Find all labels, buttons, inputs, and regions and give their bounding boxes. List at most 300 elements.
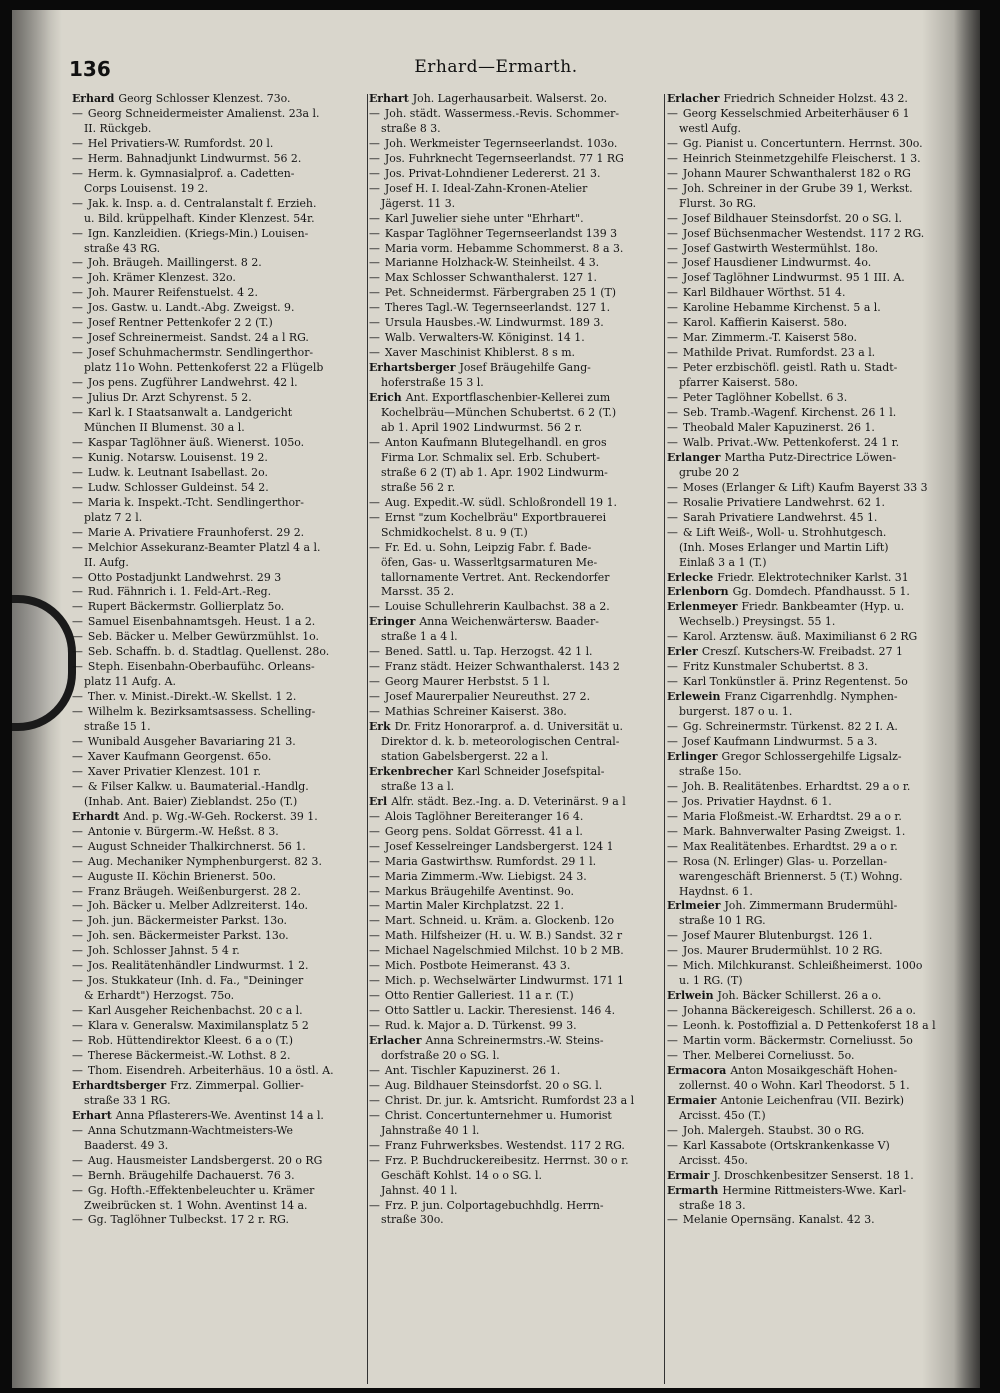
entry-line (72, 406, 366, 421)
entry-line (369, 914, 663, 929)
entry-text: Martin vorm. Bäckermstr. Corneliusst. 5o (682, 1034, 913, 1048)
entry-line (369, 316, 663, 331)
ditto-dash: — (72, 660, 83, 674)
entry-line (72, 271, 366, 286)
entry-line (667, 959, 961, 974)
surname-headword: Erlecke (667, 570, 714, 584)
entry-line (667, 795, 961, 810)
entry-text: Rosa (N. Erlinger) Glas- u. Porzellan- (682, 854, 887, 868)
entry-text: Karl Bildhauer Wörthst. 51 4. (682, 286, 846, 300)
entry-heading-line (72, 1079, 366, 1094)
entry-heading-line (667, 451, 961, 466)
surname-headword: Erlwein (667, 989, 714, 1003)
entry-continuation-line (72, 675, 366, 690)
entry-text: & Filser Kalkw. u. Baumaterial.-Handlg. (87, 779, 309, 793)
entry-text: Ign. Kanzleidien. (Kriegs-Min.) Louisen- (87, 226, 309, 240)
entry-text: Mich. Milchkuranst. Schleißheimerst. 100o (682, 959, 923, 973)
entry-line (667, 810, 961, 825)
entry-line (72, 1154, 366, 1169)
entry-line (667, 855, 961, 870)
entry-text: Karol. Arztensw. äuß. Maximilianst 6 2 RG (682, 630, 918, 644)
entry-text: Samuel Eisenbahnamtsgeh. Heust. 1 a 2. (87, 615, 316, 629)
entry-line (667, 630, 961, 645)
entry-line (72, 436, 366, 451)
entry-continuation-line (369, 750, 663, 765)
ditto-dash: — (369, 854, 380, 868)
ditto-dash: — (72, 600, 83, 614)
entry-line (667, 1213, 961, 1228)
ditto-dash: — (72, 854, 83, 868)
entry-text: Heinrich Steinmetzgehilfe Fleischerst. 1 3. (682, 151, 921, 165)
entry-text: Fr. Ed. u. Sohn, Leipzig Fabr. f. Bade- (384, 540, 592, 554)
entry-text: Moses (Erlanger & Lift) Kaufm Bayerst 33 3 (682, 480, 928, 494)
entry-text: platz 7 2 l. (84, 510, 143, 524)
entry-continuation-line (369, 466, 663, 481)
entry-text: grube 20 2 (679, 465, 740, 479)
entry-heading-line (369, 795, 663, 810)
entry-line (667, 780, 961, 795)
ditto-dash: — (369, 824, 380, 838)
entry-line (667, 107, 961, 122)
entry-line (72, 929, 366, 944)
ditto-dash: — (667, 929, 678, 943)
entry-text: Karl Ausgeher Reichenbachst. 20 c a l. (87, 1004, 303, 1018)
entry-continuation-line (369, 481, 663, 496)
entry-heading-line (667, 1064, 961, 1079)
entry-line (369, 137, 663, 152)
entry-text: Joh. sen. Bäckermeister Parkst. 13o. (87, 929, 289, 943)
ditto-dash: — (369, 974, 380, 988)
entry-continuation-line (72, 795, 366, 810)
ditto-dash: — (72, 286, 83, 300)
entry-line (369, 959, 663, 974)
entry-text: Aug. Mechaniker Nymphenburgerst. 82 3. (87, 854, 322, 868)
surname-headword: Erl (369, 794, 388, 808)
entry-line (72, 855, 366, 870)
entry-text: Maria Floßmeist.-W. Erhardtst. 29 a o r. (682, 809, 902, 823)
entry-text: Mathilde Privat. Rumfordst. 23 a l. (682, 346, 876, 360)
entry-text: Friedr. Bankbeamter (Hyp. u. (741, 600, 905, 614)
entry-text: straße 15o. (679, 764, 742, 778)
entry-text: Marsst. 35 2. (381, 585, 455, 599)
ditto-dash: — (369, 211, 380, 225)
ditto-dash: — (72, 106, 83, 120)
ditto-dash: — (667, 316, 678, 330)
entry-text: Johanna Bäckereigesch. Schillerst. 26 a o. (682, 1004, 916, 1018)
entry-text: Peter Taglöhner Kobellst. 6 3. (682, 391, 848, 405)
entry-continuation-line (72, 1139, 366, 1154)
ditto-dash: — (72, 645, 83, 659)
entry-text: straße 30o. (381, 1213, 444, 1227)
entry-line (667, 182, 961, 197)
entry-heading-line (369, 1034, 663, 1049)
entry-line (72, 690, 366, 705)
entry-text: Gregor Schlossergehilfe Ligsalz- (721, 749, 902, 763)
ditto-dash: — (72, 1063, 83, 1077)
surname-headword: Erlinger (667, 749, 718, 763)
entry-text: Flurst. 3o RG. (679, 196, 757, 210)
ditto-dash: — (369, 869, 380, 883)
entry-continuation-line (667, 197, 961, 212)
ditto-dash: — (667, 824, 678, 838)
entry-text: Gg. Schreinermstr. Türkenst. 82 2 I. A. (682, 720, 898, 734)
entry-text: Walb. Verwalters-W. Königinst. 14 1. (384, 331, 585, 345)
surname-headword: Erlmeier (667, 899, 721, 913)
ditto-dash: — (667, 854, 678, 868)
entry-text: Wunibald Ausgeher Bavariaring 21 3. (87, 734, 296, 748)
entry-text: Joh. Bräugeh. Maillingerst. 8 2. (87, 256, 262, 270)
entry-text: Ludw. k. Leutnant Isabellast. 2o. (87, 465, 268, 479)
entry-heading-line (369, 765, 663, 780)
ditto-dash: — (72, 959, 83, 973)
entry-text: Josef Schreinermeist. Sandst. 24 a l RG. (87, 331, 309, 345)
entry-text: München II Blumenst. 30 a l. (84, 420, 245, 434)
entry-line (369, 346, 663, 361)
entry-continuation-line (667, 1109, 961, 1124)
entry-continuation-line (667, 1199, 961, 1214)
entry-text: Otto Rentier Galleriest. 11 a r. (T.) (384, 989, 574, 1003)
surname-headword: Erhart (72, 1108, 112, 1122)
entry-text: platz 11 Aufg. A. (84, 675, 176, 689)
entry-line (369, 660, 663, 675)
ditto-dash: — (667, 271, 678, 285)
entry-line (72, 256, 366, 271)
entry-text: Aug. Bildhauer Steinsdorfst. 20 o SG. l. (384, 1078, 603, 1092)
entry-line (369, 227, 663, 242)
entry-text: Friedrich Schneider Holzst. 43 2. (723, 92, 908, 105)
surname-headword: Erhartsberger (369, 361, 456, 375)
entry-text: J. Droschkenbesitzer Senserst. 18 1. (713, 1168, 914, 1182)
entry-line (369, 600, 663, 615)
ditto-dash: — (72, 944, 83, 958)
ditto-dash: — (72, 914, 83, 928)
entry-text: straße 1 a 4 l. (381, 630, 458, 644)
entry-text: Hel Privatiers-W. Rumfordst. 20 l. (87, 136, 274, 150)
entry-text: Joh. Malergeh. Staubst. 30 o RG. (682, 1123, 865, 1137)
entry-text: Franz Cigarrenhdlg. Nymphen- (724, 690, 898, 704)
ditto-dash: — (72, 974, 83, 988)
entry-line (667, 436, 961, 451)
entry-line (667, 316, 961, 331)
ditto-dash: — (667, 435, 678, 449)
ditto-dash: — (369, 331, 380, 345)
surname-headword: Ermaier (667, 1093, 717, 1107)
entry-text: Franz Bräugeh. Weißenburgerst. 28 2. (87, 884, 301, 898)
ditto-dash: — (72, 495, 83, 509)
entry-text: Xaver Kaufmann Georgenst. 65o. (87, 749, 272, 763)
entry-text: Rosalie Privatiere Landwehrst. 62 1. (682, 495, 885, 509)
entry-text: Anton Mosaikgeschäft Hohen- (730, 1063, 898, 1077)
entry-text: Pet. Schneidermst. Färbergraben 25 1 (T) (384, 286, 617, 300)
ditto-dash: — (667, 256, 678, 270)
ditto-dash: — (72, 166, 83, 180)
entry-text: Haydnst. 6 1. (679, 884, 753, 898)
entry-text: Anna Schutzmann-Wachtmeisters-We (87, 1123, 293, 1137)
entry-text: u. Bild. krüppelhaft. Kinder Klenzest. 54r. (84, 211, 315, 225)
entry-line (72, 765, 366, 780)
ditto-dash: — (667, 525, 678, 539)
ditto-dash: — (667, 779, 678, 793)
entry-line (72, 645, 366, 660)
entry-text: Joh. Werkmeister Tegernseerlandst. 103o. (384, 136, 618, 150)
entry-line (369, 496, 663, 511)
entry-line (369, 899, 663, 914)
entry-text: Mich. p. Wechselwärter Lindwurmst. 171 1 (384, 974, 624, 988)
entry-text: Maria Gastwirthsw. Rumfordst. 29 1 l. (384, 854, 597, 868)
entry-text: westl Aufg. (679, 121, 742, 135)
entry-text: Gg. Pianist u. Concertuntern. Herrnst. 30o. (682, 136, 923, 150)
ditto-dash: — (667, 241, 678, 255)
ditto-dash: — (369, 660, 380, 674)
entry-text: II. Aufg. (84, 555, 129, 569)
ditto-dash: — (72, 690, 83, 704)
entry-line (72, 959, 366, 974)
entry-text: Anna Pflasterers-We. Aventinst 14 a l. (115, 1108, 324, 1122)
entry-text: Josef Taglöhner Lindwurmst. 95 1 III. A. (682, 271, 905, 285)
entry-text: Rob. Hüttendirektor Kleest. 6 a o (T.) (87, 1034, 293, 1048)
entry-text: Markus Bräugehilfe Aventinst. 9o. (384, 884, 575, 898)
entry-text: platz 11o Wohn. Pettenkoferst 22 a Flügelb (84, 361, 324, 375)
entry-continuation-line (72, 122, 366, 137)
entry-text: zollernst. 40 o Wohn. Karl Theodorst. 5 1. (679, 1078, 910, 1092)
entry-heading-line (667, 690, 961, 705)
ditto-dash: — (369, 899, 380, 913)
ditto-dash: — (369, 645, 380, 659)
entry-text: Josef Schuhmachermstr. Sendlingerthor- (87, 346, 314, 360)
entry-text: Corps Louisenst. 19 2. (84, 181, 209, 195)
entry-line (72, 1213, 366, 1228)
entry-line (369, 825, 663, 840)
entry-text: Melanie Opernsäng. Kanalst. 42 3. (682, 1213, 875, 1227)
entry-line (369, 1139, 663, 1154)
entry-line (369, 301, 663, 316)
entry-line (369, 840, 663, 855)
entry-text: station Gabelsbergerst. 22 a l. (381, 749, 549, 763)
entry-heading-line (667, 899, 961, 914)
surname-headword: Ermair (667, 1168, 710, 1182)
ditto-dash: — (667, 495, 678, 509)
entry-line (667, 944, 961, 959)
entry-line (369, 1019, 663, 1034)
entry-text: Jos. Privatier Haydnst. 6 1. (682, 794, 832, 808)
entry-line (72, 600, 366, 615)
entry-heading-line (667, 571, 961, 586)
entry-text: straße 18 3. (679, 1198, 746, 1212)
ditto-dash: — (667, 794, 678, 808)
entry-text: Herm. Bahnadjunkt Lindwurmst. 56 2. (87, 151, 302, 165)
entry-line (369, 645, 663, 660)
entry-text: Gg. Taglöhner Tulbeckst. 17 2 r. RG. (87, 1213, 289, 1227)
entry-text: Joh. B. Realitätenbes. Erhardtst. 29 a o r. (682, 779, 911, 793)
entry-text: warengeschäft Briennerst. 5 (T.) Wohng. (679, 869, 903, 883)
ditto-dash: — (72, 630, 83, 644)
entry-text: Jak. k. Insp. a. d. Centralanstalt f. Erzieh. (87, 196, 317, 210)
entry-continuation-line (72, 242, 366, 257)
entry-continuation-line (667, 541, 961, 556)
entry-text: Mart. Schneid. u. Kräm. a. Glockenb. 12o (384, 914, 615, 928)
surname-headword: Erkenbrecher (369, 764, 453, 778)
entry-text: Jos. Realitätenhändler Lindwurmst. 1 2. (87, 959, 309, 973)
entry-heading-line (369, 720, 663, 735)
ditto-dash: — (72, 1123, 83, 1137)
entry-continuation-line (72, 989, 366, 1004)
entry-text: (Inhab. Ant. Baier) Zieblandst. 25o (T.) (84, 794, 298, 808)
ditto-dash: — (72, 1004, 83, 1018)
entry-text: Wechselb.) Preysingst. 55 1. (679, 615, 836, 629)
entry-line (667, 675, 961, 690)
entry-continuation-line (369, 571, 663, 586)
entry-continuation-line (72, 1199, 366, 1214)
entry-text: Antonie v. Bürgerm.-W. Heßst. 8 3. (87, 824, 279, 838)
column-rule (367, 94, 368, 1384)
entry-line (72, 1169, 366, 1184)
entry-text: Jos. Fuhrknecht Tegernseerlandst. 77 1 RG (384, 151, 624, 165)
entry-line (369, 167, 663, 182)
entry-line (369, 436, 663, 451)
ditto-dash: — (667, 675, 678, 689)
entry-text: Karl Kassabote (Ortskrankenkasse V) (682, 1138, 890, 1152)
entry-text: Louise Schullehrerin Kaulbachst. 38 a 2. (384, 600, 610, 614)
entry-heading-line (667, 600, 961, 615)
entry-text: Theres Tagl.-W. Tegernseerlandst. 127 1. (384, 301, 611, 315)
entry-text: Joh. Schlosser Jahnst. 5 4 r. (87, 944, 240, 958)
entry-text: Melchior Assekuranz-Beamter Platzl 4 a l. (87, 540, 321, 554)
entry-text: Frz. P. Buchdruckereibesitz. Herrnst. 30 o r. (384, 1153, 629, 1167)
ditto-dash: — (369, 989, 380, 1003)
entry-text: Zweibrücken st. 1 Wohn. Aventinst 14 a. (84, 1198, 308, 1212)
entry-continuation-line (72, 361, 366, 376)
entry-heading-line (667, 645, 961, 660)
entry-continuation-line (369, 630, 663, 645)
entry-text: Schmidkochelst. 8 u. 9 (T.) (381, 525, 528, 539)
ditto-dash: — (72, 749, 83, 763)
entry-line (369, 1199, 663, 1214)
ditto-dash: — (667, 420, 678, 434)
entry-heading-line (667, 1094, 961, 1109)
ditto-dash: — (667, 211, 678, 225)
entry-continuation-line (369, 735, 663, 750)
entry-text: Math. Hilfsheizer (H. u. W. B.) Sandst. 32 r (384, 929, 623, 943)
entry-line (667, 271, 961, 286)
column-rule (664, 94, 665, 1384)
entry-text: Theobald Maler Kapuzinerst. 26 1. (682, 420, 875, 434)
surname-headword: Erler (667, 645, 698, 659)
ditto-dash: — (72, 136, 83, 150)
entry-line (369, 286, 663, 301)
entry-line (72, 1124, 366, 1139)
entry-line (72, 331, 366, 346)
entry-continuation-line (72, 182, 366, 197)
ditto-dash: — (369, 1019, 380, 1033)
ditto-dash: — (369, 226, 380, 240)
entry-heading-line (667, 585, 961, 600)
entry-text: Peter erzbischöfl. geistl. Rath u. Stadt- (682, 361, 898, 375)
ditto-dash: — (72, 271, 83, 285)
entry-text: & Lift Weiß-, Woll- u. Strohhutgesch. (682, 525, 887, 539)
entry-line (369, 885, 663, 900)
ditto-dash: — (667, 510, 678, 524)
surname-headword: Erhard (72, 92, 115, 105)
entry-line (667, 496, 961, 511)
entry-text: Xaver Maschinist Khiblerst. 8 s m. (384, 346, 576, 360)
entry-text: Jahnst. 40 1 l. (381, 1183, 458, 1197)
entry-line (72, 496, 366, 511)
entry-continuation-line (72, 1094, 366, 1109)
column-1 (72, 92, 366, 1382)
entry-line (667, 421, 961, 436)
entry-text: Aug. Expedit.-W. südl. Schloßrondell 19 1. (384, 495, 617, 509)
entry-text: Aug. Hausmeister Landsbergerst. 20 o RG (87, 1153, 323, 1167)
ditto-dash: — (667, 346, 678, 360)
entry-continuation-line (667, 870, 961, 885)
entry-text: tallornamente Vertret. Ant. Reckendorfer (381, 570, 610, 584)
entry-continuation-line (369, 197, 663, 212)
entry-line (72, 870, 366, 885)
entry-text: Anton Kaufmann Blutegelhandl. en gros (384, 435, 607, 449)
surname-headword: Erhardtsberger (72, 1078, 167, 1092)
ditto-dash: — (667, 959, 678, 973)
entry-line (667, 212, 961, 227)
entry-heading-line (72, 92, 366, 107)
ditto-dash: — (72, 1049, 83, 1062)
ditto-dash: — (369, 600, 380, 614)
entry-text: Ursula Hausbes.-W. Lindwurmst. 189 3. (384, 316, 604, 330)
entry-line (72, 316, 366, 331)
ditto-dash: — (369, 136, 380, 150)
entry-line (369, 511, 663, 526)
ditto-dash: — (667, 630, 678, 644)
entry-text: Karl k. I Staatsanwalt a. Landgericht (87, 406, 293, 420)
entry-text: (Inh. Moses Erlanger und Martin Lift) (679, 540, 889, 554)
entry-line (667, 1019, 961, 1034)
entry-line (369, 256, 663, 271)
entry-line (72, 526, 366, 541)
surname-headword: Erhart (369, 92, 409, 105)
entry-text: ab 1. April 1902 Lindwurmst. 56 2 r. (381, 420, 583, 434)
entry-text: Walb. Privat.-Ww. Pettenkoferst. 24 1 r. (682, 435, 900, 449)
entry-line (72, 466, 366, 481)
entry-line (667, 242, 961, 257)
entry-line (369, 855, 663, 870)
entry-text: öfen, Gas- u. Wasserltgsarmaturen Me- (381, 555, 598, 569)
entry-text: Joh. Krämer Klenzest. 32o. (87, 271, 236, 285)
entry-line (369, 1109, 663, 1124)
entry-line (72, 1004, 366, 1019)
entry-text: Max Realitätenbes. Erhardtst. 29 a o r. (682, 839, 898, 853)
entry-text: Mark. Bahnverwalter Pasing Zweigst. 1. (682, 824, 906, 838)
entry-text: Maria k. Inspekt.-Tcht. Sendlingerthor- (87, 495, 304, 509)
entry-line (369, 1079, 663, 1094)
entry-heading-line (369, 615, 663, 630)
entry-text: Franz städt. Heizer Schwanthalerst. 143 2 (384, 660, 620, 674)
entry-text: Joh. Bäcker u. Melber Adlzreiterst. 14o. (87, 899, 308, 913)
entry-line (667, 346, 961, 361)
entry-line (369, 675, 663, 690)
entry-line (72, 227, 366, 242)
entry-continuation-line (369, 526, 663, 541)
surname-headword: Erich (369, 391, 402, 405)
entry-text: straße 56 2 r. (381, 480, 456, 494)
entry-continuation-line (369, 585, 663, 600)
ditto-dash: — (369, 1198, 380, 1212)
entry-line (369, 705, 663, 720)
ditto-dash: — (72, 1153, 83, 1167)
entry-text: straße 10 1 RG. (679, 914, 766, 928)
entry-text: Auguste II. Köchin Brienerst. 50o. (87, 869, 277, 883)
entry-heading-line (369, 361, 663, 376)
entry-text: Jägerst. 11 3. (381, 196, 456, 210)
entry-text: Jos. Privat-Lohndiener Ledererst. 21 3. (384, 166, 601, 180)
